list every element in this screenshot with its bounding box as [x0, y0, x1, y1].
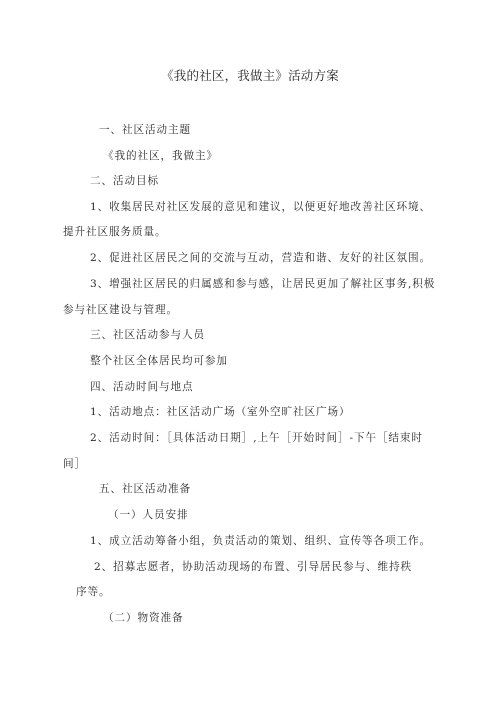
section-heading-preparation: 五、社区活动准备: [99, 483, 191, 495]
goal-2: 2、促进社区居民之间的交流与互动，营造和谐、友好的社区氛围。: [90, 252, 431, 264]
subsection-staffing: （一）人员安排: [108, 509, 189, 521]
event-time-line-1: 2、活动时间：［具体活动日期］,上午［开始时间］-下午［结束时: [90, 432, 423, 444]
section-heading-time-place: 四、活动时间与地点: [90, 381, 194, 393]
subsection-materials: （二）物资准备: [103, 612, 184, 624]
document-title: 《我的社区，我做主》活动方案: [161, 68, 339, 83]
event-location: 1、活动地点：社区活动广场（室外空旷社区广场）: [90, 406, 351, 418]
event-time-line-2: 间］: [63, 458, 86, 470]
goal-3-line-2: 参与社区建设与管理。: [63, 304, 178, 316]
goal-1-line-2: 提升社区服务质量。: [63, 226, 167, 238]
section-heading-participants: 三、社区活动参与人员: [90, 329, 205, 341]
goal-3-line-1: 3、增强社区居民的归属感和参与感，让居民更加了解社区事务,积极: [90, 278, 436, 290]
staffing-item-2-line-2: 序等。: [76, 586, 111, 598]
participants-text: 整个社区全体居民均可参加: [90, 355, 228, 367]
staffing-item-2-line-1: 2、招募志愿者，协助活动现场的布置、引导居民参与、维持秩: [94, 561, 412, 573]
goal-1-line-1: 1、收集居民对社区发展的意见和建议，以便更好地改善社区环境、: [90, 201, 431, 213]
section-heading-goals: 二、活动目标: [90, 175, 159, 187]
staffing-item-1: 1、成立活动筹备小组，负责活动的策划、组织、宣传等各项工作。: [90, 535, 431, 547]
section-heading-theme: 一、社区活动主题: [99, 124, 191, 136]
theme-text: 《我的社区，我做主》: [103, 150, 218, 162]
